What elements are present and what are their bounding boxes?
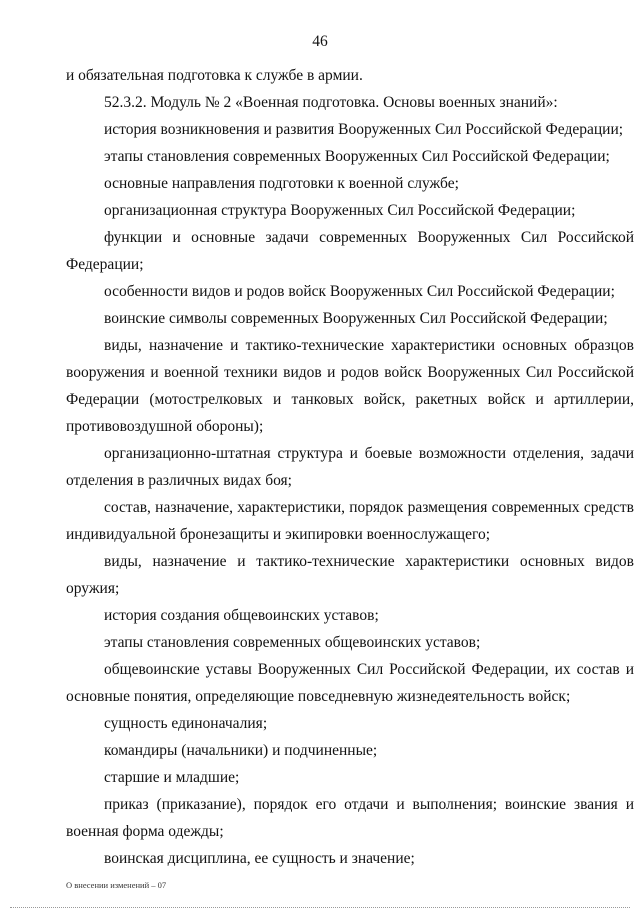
paragraph: воинская дисциплина, ее сущность и значение; (104, 850, 415, 867)
paragraph: командиры (начальники) и подчиненные; (104, 742, 378, 759)
paragraph: воинские символы современных Вооруженных Сил Российской Федерации; (104, 310, 608, 327)
paragraph: виды, назначение и тактико-технические характеристики основных видов оружия; (66, 553, 634, 597)
paragraph: особенности видов и родов войск Вооруженных Сил Российской Федерации; (104, 283, 615, 300)
paragraph: этапы становления современных Вооруженных Сил Российской Федерации; (104, 148, 610, 165)
paragraph: основные направления подготовки к военной службе; (104, 175, 459, 192)
paragraph: этапы становления современных общевоинских уставов; (104, 634, 481, 651)
paragraph: старшие и младшие; (104, 769, 240, 786)
paragraph: история создания общевоинских уставов; (104, 607, 379, 624)
paragraph: сущность единоначалия; (104, 715, 268, 732)
document-body (66, 62, 634, 872)
footer-note: О внесении изменений – 07 (66, 880, 167, 890)
scan-artifact-line (10, 907, 630, 908)
paragraph: организационно-штатная структура и боевые возможности отделения, задачи отделения в различных видах боя; (66, 445, 634, 489)
paragraph: виды, назначение и тактико-технические характеристики основных образцов вооружения и военной техники видов и родов войск Вооруженных Сил Российской Федерации (мотострелковых и танковых войск, ракетных войск и артиллерии, противовоздушной обороны); (66, 337, 634, 435)
paragraph: состав, назначение, характеристики, порядок размещения современных средств индивидуальной бронезащиты и экипировки военнослужащего; (66, 499, 634, 543)
paragraph: 52.3.2. Модуль № 2 «Военная подготовка. Основы военных знаний»: (104, 94, 558, 111)
paragraph: история возникновения и развития Вооруженных Сил Российской Федерации; (104, 121, 624, 138)
paragraph: общевоинские уставы Вооруженных Сил Российской Федерации, их состав и основные понятия, определяющие повседневную жизнедеятельность войск; (66, 661, 634, 705)
paragraph: приказ (приказание), порядок его отдачи и выполнения; воинские звания и военная форма одежды; (66, 796, 634, 840)
paragraph: организационная структура Вооруженных Сил Российской Федерации; (104, 202, 576, 219)
paragraph: функции и основные задачи современных Вооруженных Сил Российской Федерации; (66, 229, 634, 273)
page-number: 46 (312, 33, 328, 50)
paragraph: и обязательная подготовка к службе в армии. (66, 67, 363, 84)
